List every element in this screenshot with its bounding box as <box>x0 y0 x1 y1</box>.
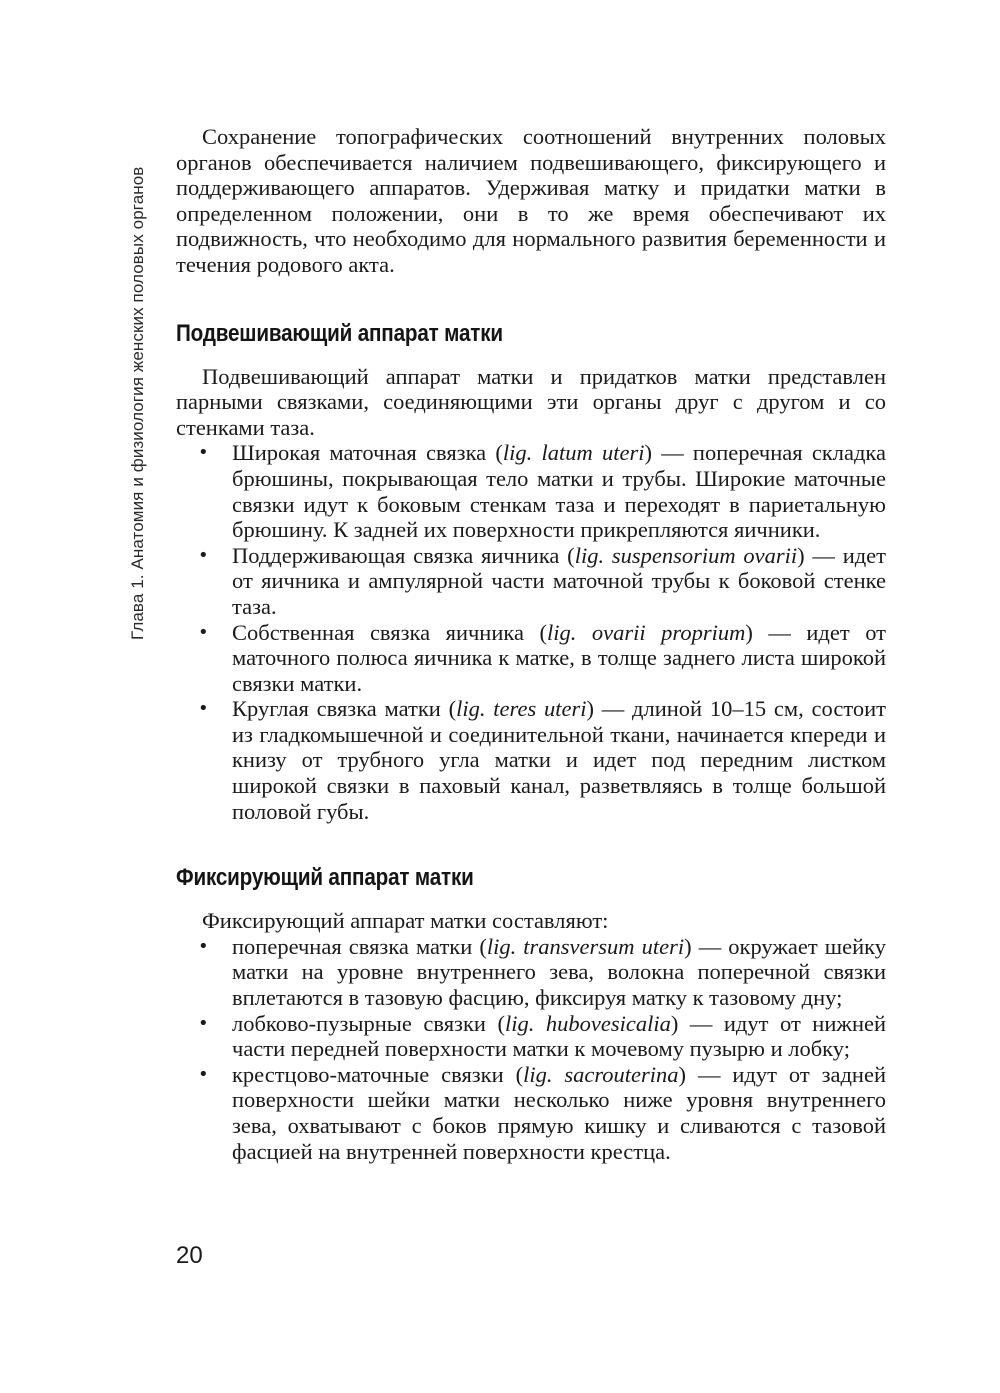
latin-term: lig. ovarii proprium <box>546 619 746 645</box>
bullet-icon: • <box>198 698 209 720</box>
bullet-icon: • <box>198 1012 209 1034</box>
page-number: 20 <box>176 1242 203 1269</box>
latin-term: lig. teres uteri <box>456 696 587 722</box>
heading-fixing-apparatus: Фиксирующий аппарат матки <box>176 864 474 892</box>
list-item: • Собственная связка яичника (lig. ovarii proprium) — идет от маточного полюса яичника к матке, в толще заднего листа широкой связки матки. <box>198 619 886 696</box>
fixing-lead-paragraph: Фиксирующий аппарат матки составляют: <box>202 908 609 934</box>
bullet-icon: • <box>198 935 209 957</box>
list-item: • Широкая маточная связка (lig. latum uteri) — поперечная складка брюшины, покрывающая тело матки и трубы. Широкие маточные связки идут к боковым стенкам таза и переходят в париетальную брюшину. К задней их поверхности прикрепляются яичники. <box>198 440 887 543</box>
latin-term: lig. transversum uteri <box>486 933 685 959</box>
list-item: • поперечная связка матки (lig. transversum uteri) — окружает шейку матки на уровне внутреннего зева, волокна поперечной связки вплетаются в тазовую фасцию, фиксируя матку к тазовому дну; <box>198 933 887 1011</box>
list-item: • крестцово-маточные связки (lig. sacrouterina) — идут от задней поверхности шейки матки несколько ниже уровня внутреннего зева, охватывают с боков прямую кишку и сливаются с тазовой фасцией на внутренней поверхности крестца. <box>198 1061 886 1164</box>
list-item: • лобково-пузырные связки (lig. hubovesicalia) — идут от нижней части передней поверхности матки к мочевому пузырю и лобку; <box>198 1010 887 1062</box>
list-item: • Поддерживающая связка яичника (lig. suspensorium ovarii) — идет от яичника и ампулярной части маточной трубы к боковой стенке таза. <box>198 542 886 619</box>
bullet-icon: • <box>198 1063 209 1085</box>
suspensory-ligaments-list <box>176 440 886 824</box>
suspensory-lead-paragraph: Подвешивающий аппарат матки и придатков матки представлен парными связками, соединяющими эти органы друг с другом и со стенками таза. <box>176 363 886 440</box>
latin-term: lig. latum uteri <box>502 440 645 466</box>
page-content <box>176 124 886 1164</box>
bullet-icon: • <box>198 442 209 464</box>
bullet-icon: • <box>198 544 209 566</box>
latin-term: lig. sacrouterina <box>523 1061 679 1087</box>
bullet-icon: • <box>198 621 209 643</box>
running-head: Глава 1. Анатомия и физиология женских половых органов <box>128 166 147 640</box>
heading-suspensory-apparatus: Подвешивающий аппарат матки <box>176 319 503 347</box>
intro-paragraph: Сохранение топографических соотношений внутренних половых органов обеспечивается наличием подвешивающего, фиксирующего и поддерживающего аппаратов. Удерживая матку и придатки матки в определенном положении, они в то же время обеспечивают их подвижность, что необходимо для нормального развития беременности и течения родового акта. <box>176 124 886 277</box>
list-item: • Круглая связка матки (lig. teres uteri) — длиной 10–15 см, состоит из гладкомышечной и соединительной ткани, начинается кпереди и книзу от трубного угла матки и идет под передним листком широкой связки в паховый канал, разветвляясь в толще большой половой губы. <box>198 696 886 824</box>
latin-term: lig. hubovesicalia <box>504 1010 671 1036</box>
fixing-ligaments-list <box>176 934 886 1164</box>
latin-term: lig. suspensorium ovarii <box>574 542 798 568</box>
